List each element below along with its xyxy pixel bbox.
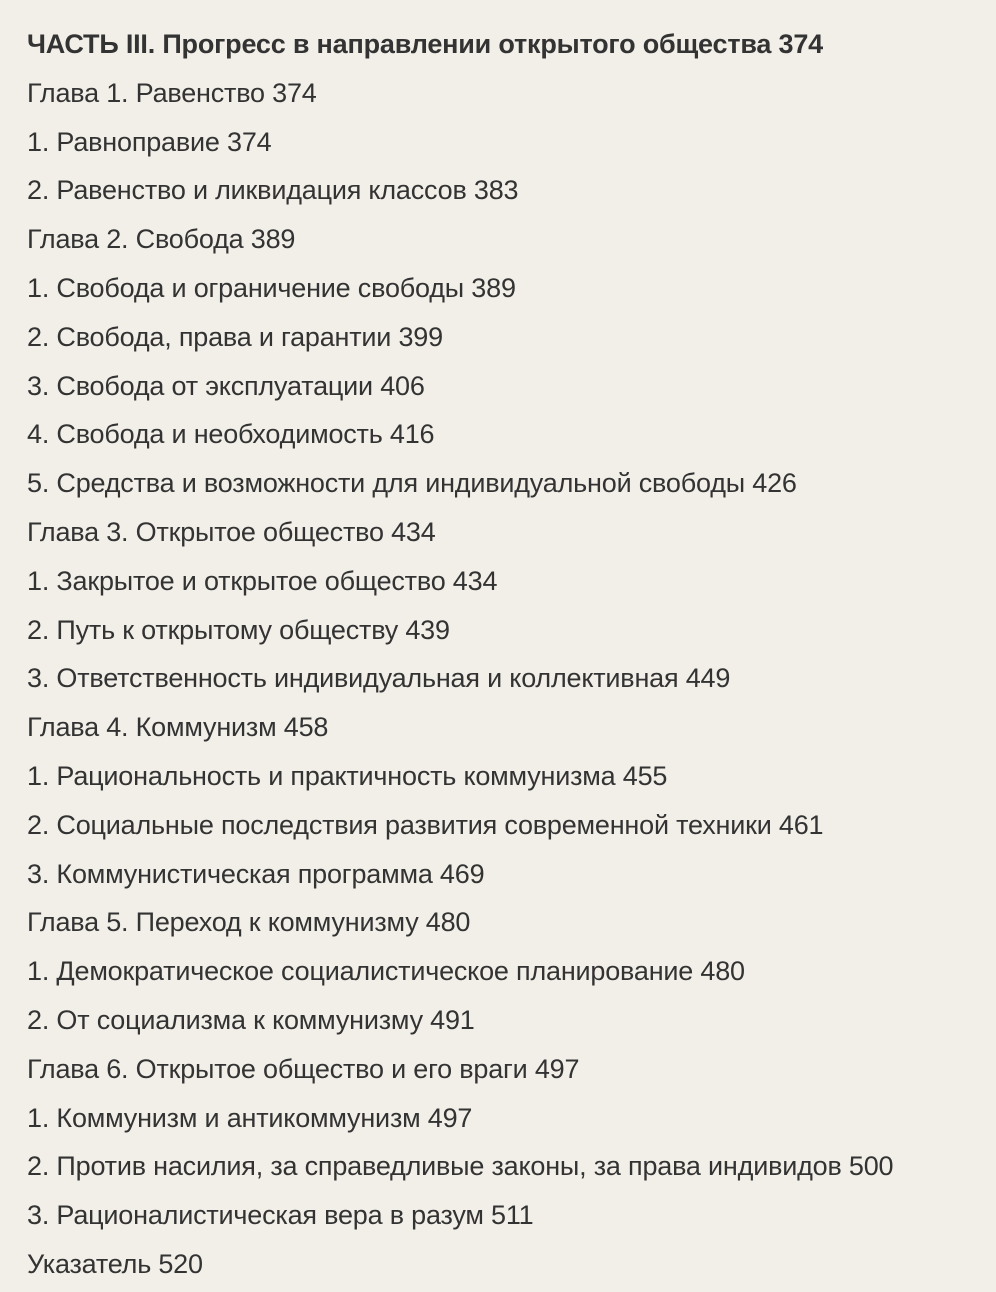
toc-section: 1. Равноправие 374 xyxy=(27,126,272,157)
toc-section: 2. Равенство и ликвидация классов 383 xyxy=(27,175,519,206)
toc-section: 4. Свобода и необходимость 416 xyxy=(27,419,435,450)
toc-list xyxy=(27,69,987,1289)
toc-section: 1. Свобода и ограничение свободы 389 xyxy=(27,272,516,303)
toc-chapter-4: Глава 4. Коммунизм 458 xyxy=(27,712,329,743)
toc-section: 1. Рациональность и практичность коммунизма 455 xyxy=(27,760,668,791)
toc-section: 2. Свобода, права и гарантии 399 xyxy=(27,321,443,352)
toc-chapter-6: Глава 6. Открытое общество и его враги 497 xyxy=(27,1053,580,1084)
table-of-contents xyxy=(27,20,987,1289)
toc-section: 3. Коммунистическая программа 469 xyxy=(27,858,485,889)
toc-section: 1. Демократическое социалистическое планирование 480 xyxy=(27,956,745,987)
toc-section: 1. Коммунизм и антикоммунизм 497 xyxy=(27,1102,473,1133)
toc-section: 2. Социальные последствия развития современной техники 461 xyxy=(27,809,824,840)
toc-section: 1. Закрытое и открытое общество 434 xyxy=(27,565,498,596)
toc-section: 2. От социализма к коммунизму 491 xyxy=(27,1004,475,1035)
toc-chapter-2: Глава 2. Свобода 389 xyxy=(27,224,296,255)
toc-section: 2. Путь к открытому обществу 439 xyxy=(27,614,450,645)
toc-section: 3. Ответственность индивидуальная и коллективная 449 xyxy=(27,663,731,694)
toc-chapter-5: Глава 5. Переход к коммунизму 480 xyxy=(27,907,471,938)
toc-section: 5. Средства и возможности для индивидуальной свободы 426 xyxy=(27,468,797,499)
toc-section: 3. Рационалистическая вера в разум 511 xyxy=(27,1200,534,1231)
part-heading: ЧАСТЬ III. Прогресс в направлении открытого общества 374 xyxy=(27,29,823,59)
toc-chapter-1: Глава 1. Равенство 374 xyxy=(27,77,317,108)
toc-section: 3. Свобода от эксплуатации 406 xyxy=(27,370,425,401)
toc-section: 2. Против насилия, за справедливые законы, за права индивидов 500 xyxy=(27,1151,894,1182)
toc-chapter-3: Глава 3. Открытое общество 434 xyxy=(27,516,436,547)
toc-index: Указатель 520 xyxy=(27,1248,203,1279)
